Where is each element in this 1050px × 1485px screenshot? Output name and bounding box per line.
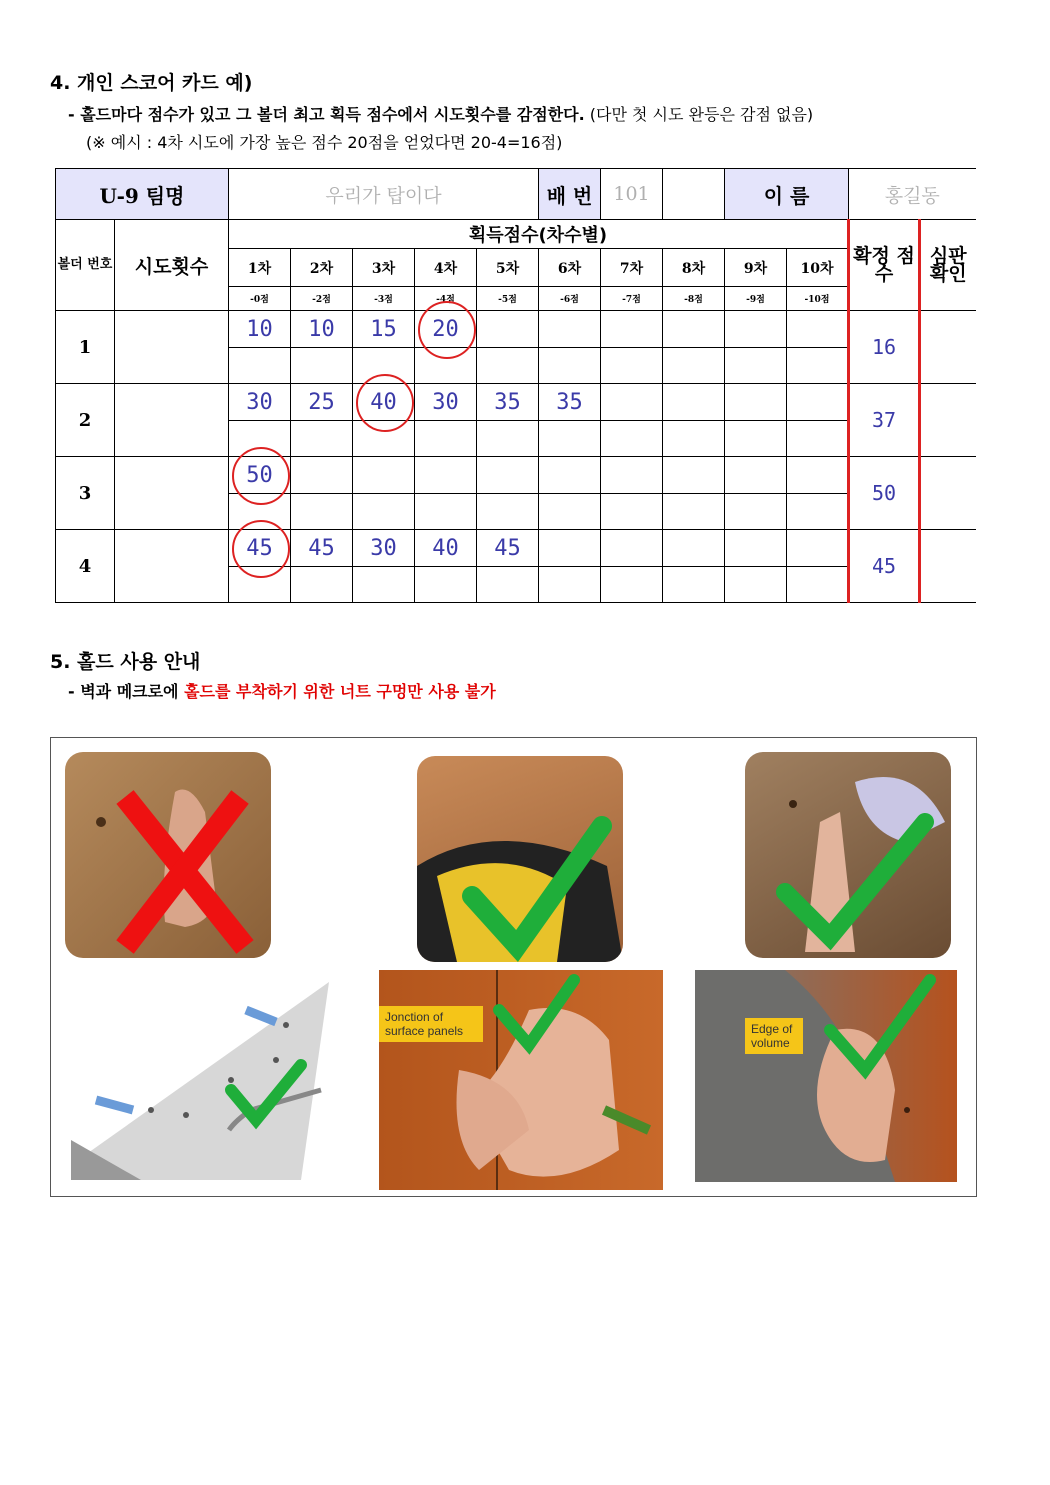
score-cell-lower[interactable] [725, 421, 787, 457]
round-header: 7차 [601, 249, 663, 287]
team-value: 우리가 탑이다 [229, 169, 539, 220]
round-header: 2차 [291, 249, 353, 287]
final-score-header: 확정 점수 [849, 220, 920, 311]
rule5-red: 홀드를 부착하기 위한 너트 구멍만 사용 불가 [184, 682, 496, 701]
score-cell-lower[interactable] [291, 494, 353, 530]
score-cell[interactable] [229, 311, 291, 348]
score-cell-lower[interactable] [539, 567, 601, 603]
score-cell[interactable] [663, 457, 725, 494]
round-header: 4차 [415, 249, 477, 287]
score-value: 30 [246, 389, 273, 415]
score-cell-lower[interactable] [477, 421, 539, 457]
score-cell[interactable] [229, 457, 291, 494]
round-header: 3차 [353, 249, 415, 287]
score-cell[interactable] [353, 530, 415, 567]
score-value: 50 [246, 462, 273, 488]
score-cell[interactable] [539, 311, 601, 348]
judge-confirm-cell[interactable] [920, 457, 976, 530]
score-cell[interactable] [415, 384, 477, 421]
score-cell[interactable] [477, 530, 539, 567]
final-score: 45 [849, 530, 920, 603]
score-cell-lower[interactable] [663, 567, 725, 603]
name-value: 홍길동 [849, 169, 976, 220]
score-cell[interactable] [539, 457, 601, 494]
attempts-header: 시도횟수 [115, 220, 229, 311]
score-cell-lower[interactable] [601, 348, 663, 384]
score-card-table [55, 168, 976, 603]
score-cell[interactable] [539, 530, 601, 567]
final-score: 16 [849, 311, 920, 384]
score-cell[interactable] [353, 457, 415, 494]
score-cell-lower[interactable] [415, 494, 477, 530]
score-cell-lower[interactable] [787, 348, 849, 384]
edge-label: Edge of volume [745, 1018, 803, 1054]
score-cell[interactable] [601, 384, 663, 421]
section4-title: 4. 개인 스코어 카드 예) [50, 72, 253, 94]
score-cell-lower[interactable] [787, 567, 849, 603]
boulder-number: 4 [56, 530, 115, 603]
score-cell-lower[interactable] [291, 421, 353, 457]
round-header: 8차 [663, 249, 725, 287]
score-cell[interactable] [415, 530, 477, 567]
penalty-header: -10점 [787, 287, 849, 311]
score-value: 25 [308, 389, 335, 415]
score-cell[interactable] [725, 457, 787, 494]
score-value: 10 [246, 316, 273, 342]
score-cell[interactable] [477, 384, 539, 421]
attempts-cell[interactable] [115, 457, 229, 530]
scores-header: 획득점수(차수별) [229, 220, 849, 249]
boulder-number: 2 [56, 384, 115, 457]
score-value: 40 [370, 389, 397, 415]
score-cell[interactable] [663, 384, 725, 421]
final-score: 37 [849, 384, 920, 457]
boulder-number-header: 볼더 번호 [56, 220, 115, 311]
score-cell[interactable] [663, 530, 725, 567]
score-value: 30 [370, 535, 397, 561]
photo-volume-ok [71, 970, 351, 1180]
boulder-row [56, 530, 976, 567]
bib-label: 배 번 [539, 169, 601, 220]
score-cell[interactable] [601, 457, 663, 494]
name-label: 이 름 [725, 169, 849, 220]
photo-hold-ok-1 [417, 756, 623, 962]
score-cell-lower[interactable] [601, 567, 663, 603]
judge-confirm-header: 심판 확인 [920, 220, 976, 311]
score-cell[interactable] [725, 384, 787, 421]
score-cell[interactable] [601, 530, 663, 567]
hold-usage-photo-panel [50, 737, 977, 1197]
score-cell-lower[interactable] [477, 567, 539, 603]
best-score-circle [356, 374, 414, 432]
judge-confirm-cell[interactable] [920, 384, 976, 457]
score-cell[interactable] [229, 530, 291, 567]
score-cell[interactable] [291, 530, 353, 567]
score-cell-lower[interactable] [539, 421, 601, 457]
photo-hold-ok-2 [745, 752, 951, 958]
round-header: 6차 [539, 249, 601, 287]
boulder-number: 3 [56, 457, 115, 530]
score-value: 45 [494, 535, 521, 561]
score-cell-lower[interactable] [663, 494, 725, 530]
score-cell-lower[interactable] [291, 567, 353, 603]
score-cell-lower[interactable] [291, 348, 353, 384]
score-value: 45 [246, 535, 273, 561]
rule-note: (다만 첫 시도 완등은 감점 없음) [589, 105, 814, 124]
score-cell[interactable] [477, 311, 539, 348]
score-cell-lower[interactable] [539, 348, 601, 384]
section4-example: (※ 예시 : 4차 시도에 가장 높은 점수 20점을 얻었다면 20-4=16점) [86, 133, 563, 152]
check-icon [785, 822, 925, 937]
score-cell[interactable] [601, 311, 663, 348]
round-header: 10차 [787, 249, 849, 287]
score-cell[interactable] [291, 311, 353, 348]
score-cell-lower[interactable] [415, 421, 477, 457]
score-cell[interactable] [229, 384, 291, 421]
round-header: 5차 [477, 249, 539, 287]
rule-bold: - 홀드마다 점수가 있고 그 볼더 최고 획득 점수에서 시도횟수를 감점한다. [68, 105, 585, 124]
photo-bolt-hole-forbidden [65, 752, 271, 958]
penalty-header: -5점 [477, 287, 539, 311]
penalty-header: -8점 [663, 287, 725, 311]
photo-volume-edge-ok [695, 970, 957, 1182]
score-cell[interactable] [787, 457, 849, 494]
final-score: 50 [849, 457, 920, 530]
score-cell[interactable] [725, 311, 787, 348]
team-label: U-9 팀명 [56, 169, 229, 220]
score-cell-lower[interactable] [601, 421, 663, 457]
penalty-header: -7점 [601, 287, 663, 311]
score-cell-lower[interactable] [725, 348, 787, 384]
round-header: 1차 [229, 249, 291, 287]
section5-rule [68, 679, 496, 702]
best-score-circle [418, 301, 476, 359]
score-cell-lower[interactable] [787, 494, 849, 530]
score-cell[interactable] [787, 311, 849, 348]
penalty-header: -2점 [291, 287, 353, 311]
score-cell-lower[interactable] [663, 348, 725, 384]
score-cell[interactable] [787, 384, 849, 421]
score-cell[interactable] [415, 457, 477, 494]
penalty-header: -6점 [539, 287, 601, 311]
score-cell-lower[interactable] [353, 567, 415, 603]
attempts-cell[interactable] [115, 384, 229, 457]
score-cell-lower[interactable] [601, 494, 663, 530]
judge-confirm-cell[interactable] [920, 530, 976, 603]
score-cell-lower[interactable] [725, 567, 787, 603]
junction-label: Jonction of surface panels [379, 1006, 483, 1042]
score-cell[interactable] [353, 311, 415, 348]
penalty-header: -3점 [353, 287, 415, 311]
score-value: 30 [432, 389, 459, 415]
rule5-normal: - 벽과 메크로에 [68, 682, 185, 701]
score-cell[interactable] [539, 384, 601, 421]
bib-value: 101 [601, 169, 663, 220]
boulder-number: 1 [56, 311, 115, 384]
score-value: 35 [556, 389, 583, 415]
score-cell-lower[interactable] [539, 494, 601, 530]
score-cell[interactable] [353, 384, 415, 421]
score-value: 20 [432, 316, 459, 342]
penalty-header: -9점 [725, 287, 787, 311]
score-cell[interactable] [477, 457, 539, 494]
boulder-row [56, 457, 976, 494]
score-cell[interactable] [787, 530, 849, 567]
score-cell-lower[interactable] [229, 348, 291, 384]
section4-rule [68, 102, 813, 125]
round-header: 9차 [725, 249, 787, 287]
best-score-circle [232, 447, 290, 505]
photo-panel-junction-ok [379, 970, 663, 1190]
boulder-row [56, 311, 976, 348]
score-cell[interactable] [291, 457, 353, 494]
score-cell-lower[interactable] [725, 494, 787, 530]
score-value: 15 [370, 316, 397, 342]
score-cell-lower[interactable] [353, 494, 415, 530]
penalty-header: -4점 [415, 287, 477, 311]
attempts-cell[interactable] [115, 311, 229, 384]
section5-title: 5. 홀드 사용 안내 [50, 651, 201, 673]
best-score-circle [232, 520, 290, 578]
score-cell-lower[interactable] [787, 421, 849, 457]
penalty-header: -0점 [229, 287, 291, 311]
score-cell[interactable] [663, 311, 725, 348]
boulder-row [56, 384, 976, 421]
attempts-cell[interactable] [115, 530, 229, 603]
score-cell[interactable] [291, 384, 353, 421]
judge-confirm-cell[interactable] [920, 311, 976, 384]
score-cell-lower[interactable] [415, 567, 477, 603]
score-value: 35 [494, 389, 521, 415]
score-cell[interactable] [725, 530, 787, 567]
score-value: 45 [308, 535, 335, 561]
score-cell-lower[interactable] [477, 348, 539, 384]
score-value: 10 [308, 316, 335, 342]
score-value: 40 [432, 535, 459, 561]
score-cell-lower[interactable] [663, 421, 725, 457]
score-cell-lower[interactable] [477, 494, 539, 530]
score-cell[interactable] [415, 311, 477, 348]
